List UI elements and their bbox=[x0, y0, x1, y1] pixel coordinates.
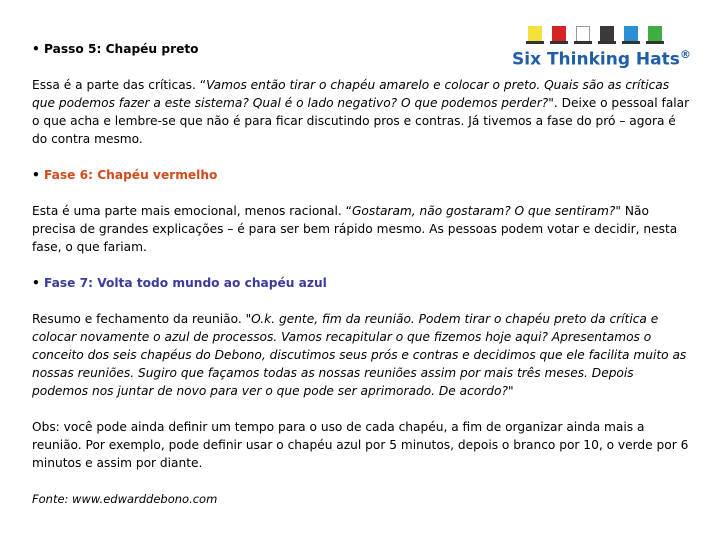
step5-section bbox=[32, 40, 692, 58]
bullet: • bbox=[32, 42, 40, 56]
step5-paragraph bbox=[32, 76, 692, 148]
step6-title: Fase 6: Chapéu vermelho bbox=[44, 168, 218, 182]
step6-paragraph bbox=[32, 202, 692, 256]
step5-text-a: Essa é a parte das críticas. “ bbox=[32, 78, 207, 92]
document-body bbox=[32, 40, 692, 508]
step7-quote: "O.k. gente, fim da reunião. Podem tirar o chapéu preto da crítica e colocar novamente o azul de processos. Vamos recapitular o que fizemos hoje aqui? Apresentamos o conceito dos seis chapéus do Debono, discutimos seus prós e contras e decidimos que ele facilita muito as nossas reuniões. Sugiro que façamos todas as nossas reuniões assim por mais três meses. Depois podemos nos juntar de novo para ver o que pode ser aprimorado. De acordo? bbox=[32, 312, 687, 398]
logo-title: Six Thinking Hats bbox=[512, 49, 680, 70]
step7-paragraph bbox=[32, 310, 692, 400]
step5-heading bbox=[32, 40, 692, 58]
bullet: • bbox=[32, 276, 40, 290]
step5-quote: Vamos então tirar o chapéu amarelo e colocar o preto. Quais são as críticas que podemos fazer a este sistema? Qual é o lado negativo? O que podemos perder? bbox=[32, 78, 670, 110]
step7-section bbox=[32, 274, 692, 292]
registered-mark: ® bbox=[679, 48, 691, 61]
step6-heading bbox=[32, 166, 692, 184]
step7-text-b: " bbox=[507, 384, 514, 398]
step5-title: Passo 5: Chapéu preto bbox=[44, 42, 199, 56]
source-line: Fonte: www.edwarddebono.com bbox=[32, 492, 218, 506]
step6-quote: Gostaram, não gostaram? O que sentiram? bbox=[351, 204, 616, 218]
obs-paragraph: Obs: você pode ainda definir um tempo para o uso de cada chapéu, a fim de organizar ainda mais a reunião. Por exemplo, pode definir usar o chapéu azul por 5 minutos, depois o branco por 10, o verde por 6 minutos e assim por diante. bbox=[32, 420, 689, 470]
step7-heading bbox=[32, 274, 692, 292]
step6-section bbox=[32, 166, 692, 184]
bullet: • bbox=[32, 168, 40, 182]
step7-title: Fase 7: Volta todo mundo ao chapéu azul bbox=[44, 276, 327, 290]
step7-text-a: Resumo e fechamento da reunião. bbox=[32, 312, 246, 326]
step6-text-b: " Não precisa de grandes explicações – é para ser bem rápido mesmo. As pessoas podem votar e decidir, nesta fase, o que fariam. bbox=[32, 204, 678, 254]
step5-text-b: ". Deixe o pessoal falar o que acha e lembre-se que não é para ficar discutindo pros e contras. Já tivemos a fase do pró – agora é do contra mesmo. bbox=[32, 96, 690, 146]
step6-text-a: Esta é uma parte mais emocional, menos racional. “ bbox=[32, 204, 352, 218]
